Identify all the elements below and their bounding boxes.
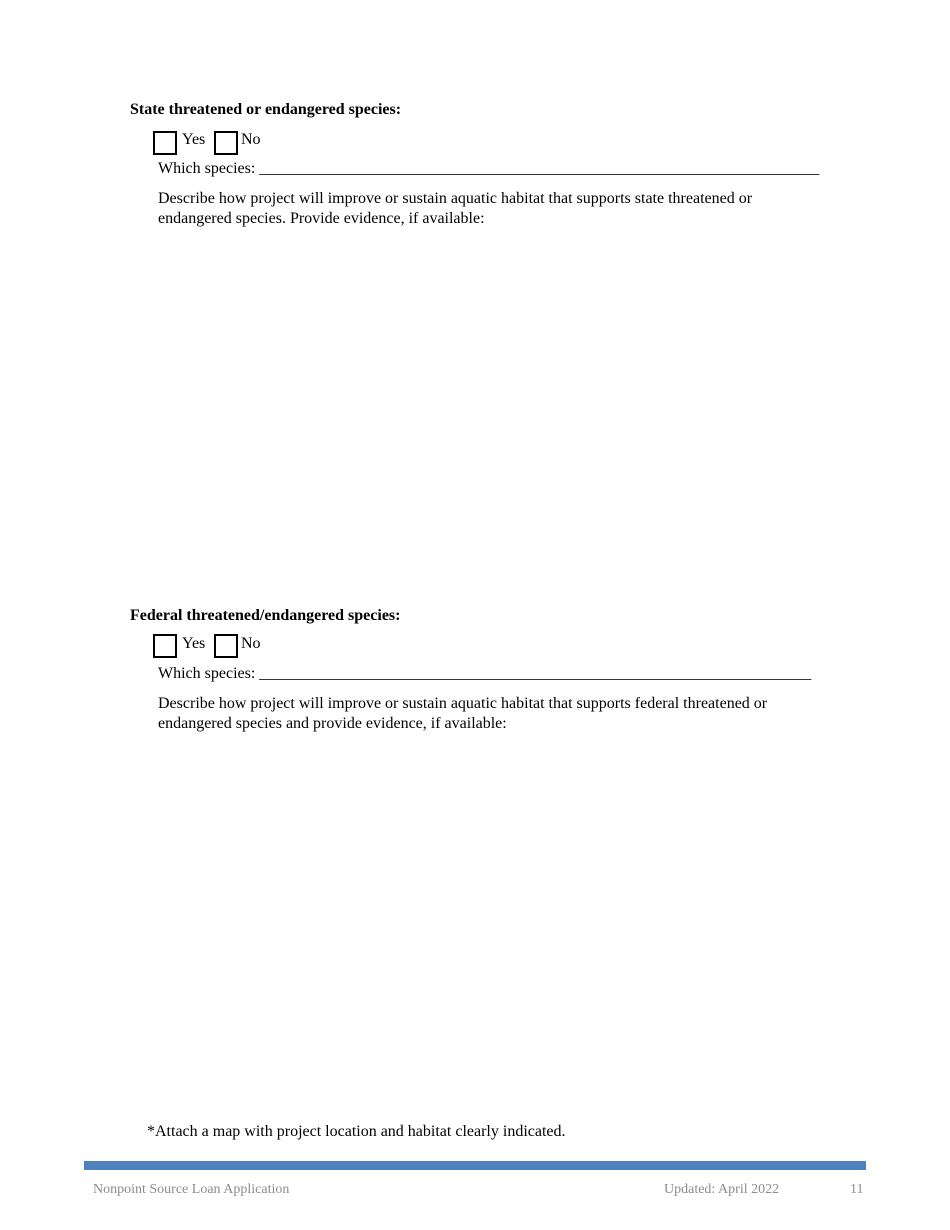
federal-describe-line-1: Describe how project will improve or sustain aquatic habitat that supports federal threatened or	[158, 695, 768, 712]
footer-doc-title: Nonpoint Source Loan Application	[93, 1182, 290, 1197]
footer-divider-bar	[84, 1161, 866, 1170]
state-yes-checkbox[interactable]	[153, 131, 177, 155]
federal-which-species-field[interactable]: Which species: _____________________________________________________________________	[158, 665, 812, 682]
footer-page-number: 11	[850, 1182, 864, 1197]
state-which-species-field[interactable]: Which species: ______________________________________________________________________	[158, 160, 820, 177]
state-describe-line-1: Describe how project will improve or sustain aquatic habitat that supports state threatened or	[158, 190, 753, 207]
federal-describe-line-2: endangered species and provide evidence, if available:	[158, 715, 507, 732]
state-describe-line-2: endangered species. Provide evidence, if available:	[158, 210, 485, 227]
federal-response-area[interactable]	[158, 738, 848, 1108]
federal-yes-checkbox[interactable]	[153, 634, 177, 658]
attach-map-note: *Attach a map with project location and habitat clearly indicated.	[147, 1123, 566, 1140]
federal-no-label: No	[241, 635, 261, 652]
federal-section-heading: Federal threatened/endangered species:	[130, 607, 401, 624]
state-section-heading: State threatened or endangered species:	[130, 101, 402, 118]
state-no-label: No	[241, 131, 261, 148]
state-yes-label: Yes	[182, 131, 206, 148]
state-no-checkbox[interactable]	[214, 131, 238, 155]
federal-no-checkbox[interactable]	[214, 634, 238, 658]
footer-updated-date: Updated: April 2022	[664, 1182, 780, 1197]
federal-yes-label: Yes	[182, 635, 206, 652]
state-response-area[interactable]	[158, 232, 848, 592]
